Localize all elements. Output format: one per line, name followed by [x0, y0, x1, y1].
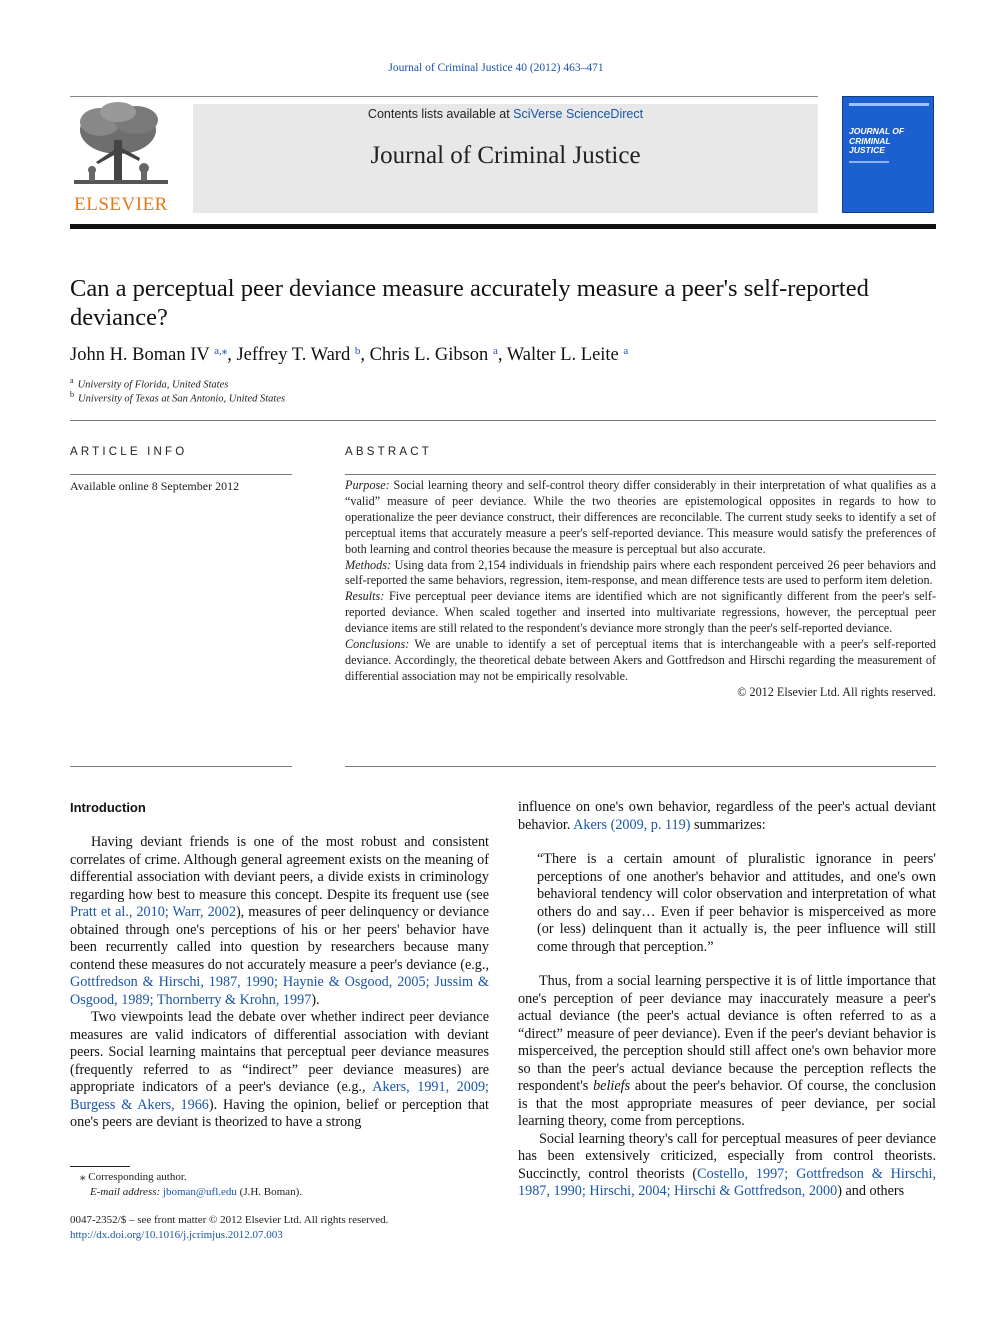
text: Having deviant friends is one of the most robust and consistent correlates of crime. Although general agreement exists on the meaning of differential association with deviant peers, a divide exists in criminology regarding how best to measure this concept. Despite its frequent use (see: [70, 834, 489, 903]
journal-name[interactable]: Journal of Criminal Justice: [370, 142, 641, 169]
affiliation-marker: b: [70, 390, 74, 399]
article-info-bottom-rule: [70, 766, 292, 767]
cover-rule: [849, 161, 889, 163]
author-affiliation-marker[interactable]: b: [354, 345, 361, 357]
author-affiliation-marker[interactable]: a: [492, 345, 498, 357]
email-link[interactable]: jboman@ufl.edu: [162, 1186, 237, 1198]
contents-prefix: Contents lists available at: [367, 107, 514, 121]
available-online: Available online 8 September 2012: [70, 479, 240, 493]
text: ).: [311, 991, 320, 1008]
contents-line: [193, 107, 818, 121]
elsevier-tree-icon: [70, 100, 172, 194]
footnote-rule: [70, 1166, 130, 1167]
cover-title: JOURNAL OF CRIMINAL JUSTICE: [849, 126, 905, 155]
abstract-heading: ABSTRACT: [345, 446, 432, 458]
abstract-text: We are unable to identify a set of perceptual items that is interchangeable with a peer's self-reported deviance. Accordingly, the theoretical debate between Akers and Gottfredson and Hirschi regarding the measurement of differential association may not be empirically resolvable.: [345, 637, 936, 683]
journal-citation[interactable]: Journal of Criminal Justice 40 (2012) 463–471: [388, 62, 604, 74]
doi-link[interactable]: http://dx.doi.org/10.1016/j.jcrimjus.2012.07.003: [70, 1229, 283, 1241]
text: ) and others: [837, 1183, 905, 1199]
abstract-copyright: © 2012 Elsevier Ltd. All rights reserved.: [737, 684, 936, 699]
paragraph: [518, 799, 936, 834]
journal-banner: [193, 104, 818, 213]
author-affiliation-marker[interactable]: a: [623, 345, 629, 357]
front-matter: [70, 1213, 388, 1243]
text: Thus, from a social learning perspective it is of little importance that one's perception of peer deviance may inaccurately measure a peer's actual deviance (the peer's actual deviance is often referred to as a “direct” measure of peer deviance). Even if the peer's deviant behavior is misperceived, the perception should still affect one's own behavior more so than the peer's actual deviance because the perception reflects the respondent's: [518, 973, 936, 1094]
footnote-marker: ⁎: [80, 1171, 86, 1183]
article-title: Can a perceptual peer deviance measure accurately measure a peer's self-reported deviance?: [70, 275, 869, 331]
section-heading-introduction: Introduction: [70, 800, 146, 815]
footnote-text: Corresponding author.: [85, 1171, 187, 1183]
citation-link[interactable]: Pratt et al., 2010; Warr, 2002: [70, 904, 236, 920]
paragraph: [518, 1131, 936, 1201]
citation-link[interactable]: Costello, 1997; Gottfredson & Hirschi, 1987, 1990; Hirschi, 2004; Hirschi & Gottfredson, 2000: [518, 1165, 936, 1199]
email-suffix: (J.H. Boman).: [236, 1186, 302, 1198]
email-label: E-mail address:: [90, 1186, 161, 1198]
text: Two viewpoints lead the debate over whether indirect peer deviance measures are valid indicators of differential association with deviant peers. Social learning maintains that perceptual peer deviance measures (frequently referred to as “indirect” peer deviance measures) are appropriate indicators of a peer's deviance (e.g.,: [70, 1009, 489, 1095]
abstract-text: Using data from 2,154 individuals in friendship pairs where each respondent perceived 26 peer behaviors and self-reported the same behaviors, regression, item-response, and mean difference tests are used to perform item deletion.: [345, 557, 936, 588]
left-column: [70, 834, 489, 1132]
header-thick-rule: [70, 224, 936, 229]
affiliation-marker: a: [70, 376, 74, 385]
block-quote: “There is a certain amount of pluralistic ignorance in peers' perceptions of one another's behavior and attitudes, and one's own behavioral tendency will color observation and interpretation of what others do and say… Even if peer behavior is misperceived as more (or less) delinquent than it actually is, the peer influence will still come through that perception.”: [537, 851, 936, 955]
affiliation-text: University of Florida, United States: [77, 379, 229, 391]
citation-link[interactable]: Akers, 1991, 2009; Burgess & Akers, 1966: [70, 1079, 489, 1113]
elsevier-wordmark: ELSEVIER: [74, 194, 168, 215]
abstract-methods: [345, 558, 936, 590]
right-column-top: [518, 799, 936, 834]
paragraph: [70, 1009, 489, 1132]
text: Social learning theory's call for perceptual measures of peer deviance has been extensively criticized, especially from control theorists. Succinctly, control theorists (: [518, 1130, 936, 1182]
title-block-rule: [70, 420, 936, 421]
citation-link[interactable]: Akers (2009, p. 119): [573, 816, 691, 833]
abstract-conclusions: [345, 637, 936, 685]
author-affiliation-marker[interactable]: a,⁎: [214, 345, 228, 357]
affiliation: [70, 390, 285, 405]
text: summarizes:: [690, 816, 766, 833]
author-name[interactable]: John H. Boman IV: [70, 345, 210, 365]
affiliation-text: University of Texas at San Antonio, United States: [78, 393, 286, 405]
abstract-purpose: [345, 478, 936, 558]
author-list: John H. Boman IV $^{a,⁎}$, Jeffrey T. Ward $^b$, Chris L. Gibson $^a$, Walter L. Leite $^a$: [70, 345, 629, 365]
emphasis: beliefs: [593, 1078, 631, 1094]
header-top-rule: [70, 96, 818, 97]
paragraph: [518, 973, 936, 1131]
paragraph: [70, 834, 489, 1009]
abstract-body: [345, 478, 936, 701]
sciencedirect-link[interactable]: SciVerse ScienceDirect: [513, 107, 644, 121]
affiliation: [70, 376, 228, 391]
elsevier-logo[interactable]: [70, 100, 172, 216]
abstract-bottom-rule: [345, 766, 936, 767]
abstract-results: [345, 589, 936, 637]
text: influence on one's own behavior, regardless of the peer's actual deviant behavior.: [518, 799, 936, 833]
abstract-text: Social learning theory and self-control theory differ considerably in their interpretation of what qualifies as a “valid” measure of peer deviance. While the two theories are epistemological opposites in regards to how to operationalize the peer deviance construct, their differences are reconcilable. The current study seeks to identify a set of perceptual items that accurately measure a peer's self-reported deviance. This measure would satisfy the preferences of both learning and control theories because the measure is perceptual but also accurate.: [345, 478, 936, 556]
text: about the peer's behavior. Of course, the conclusion is that the most appropriate measures of peer deviance, per social learning theory, come from perceptions.: [518, 1078, 937, 1129]
text: ). Having the opinion, belief or perception that one's peers are deviant is theorized to have a strong: [70, 1096, 489, 1130]
cover-bar: [849, 103, 929, 106]
issn-line: 0047-2352/$ – see front matter © 2012 Elsevier Ltd. All rights reserved.: [70, 1214, 389, 1226]
right-column-bottom: [518, 973, 936, 1201]
citation-link[interactable]: Gottfredson & Hirschi, 1987, 1990; Haynie & Osgood, 2005; Jussim & Osgood, 1989; Thornberry & Krohn, 1997: [70, 974, 489, 1008]
author-name[interactable]: Jeffrey T. Ward: [236, 345, 351, 365]
article-info-rule: [70, 474, 292, 475]
abstract-rule: [345, 474, 936, 475]
journal-cover-thumbnail[interactable]: [842, 96, 934, 213]
article-info-heading: ARTICLE INFO: [70, 446, 188, 458]
abstract-label: Purpose:: [345, 478, 390, 492]
abstract-label: Conclusions:: [345, 637, 410, 652]
abstract-label: Results:: [345, 589, 385, 604]
text: ), measures of peer delinquency or deviance obtained through one's perceptions of his or her peers' behavior have been recurrently called into question by researchers because many contend these measures do not accurately measure a peer's deviance (e.g.,: [70, 904, 490, 973]
abstract-text: Five perceptual peer deviance items are identified which are not significantly different from the peer's self-reported deviance. When scaled together and inserted into multivariate regressions, however, the perceptual peer deviance items are still related to the respondent's deviance more strongly than the peer's self-reported deviance.: [345, 589, 936, 636]
author-name[interactable]: Walter L. Leite: [506, 345, 619, 365]
footnote: [70, 1170, 302, 1200]
author-name[interactable]: Chris L. Gibson: [369, 345, 489, 365]
email-note: [70, 1185, 302, 1200]
corresponding-author-note: [70, 1170, 302, 1185]
abstract-label: Methods:: [345, 557, 392, 572]
